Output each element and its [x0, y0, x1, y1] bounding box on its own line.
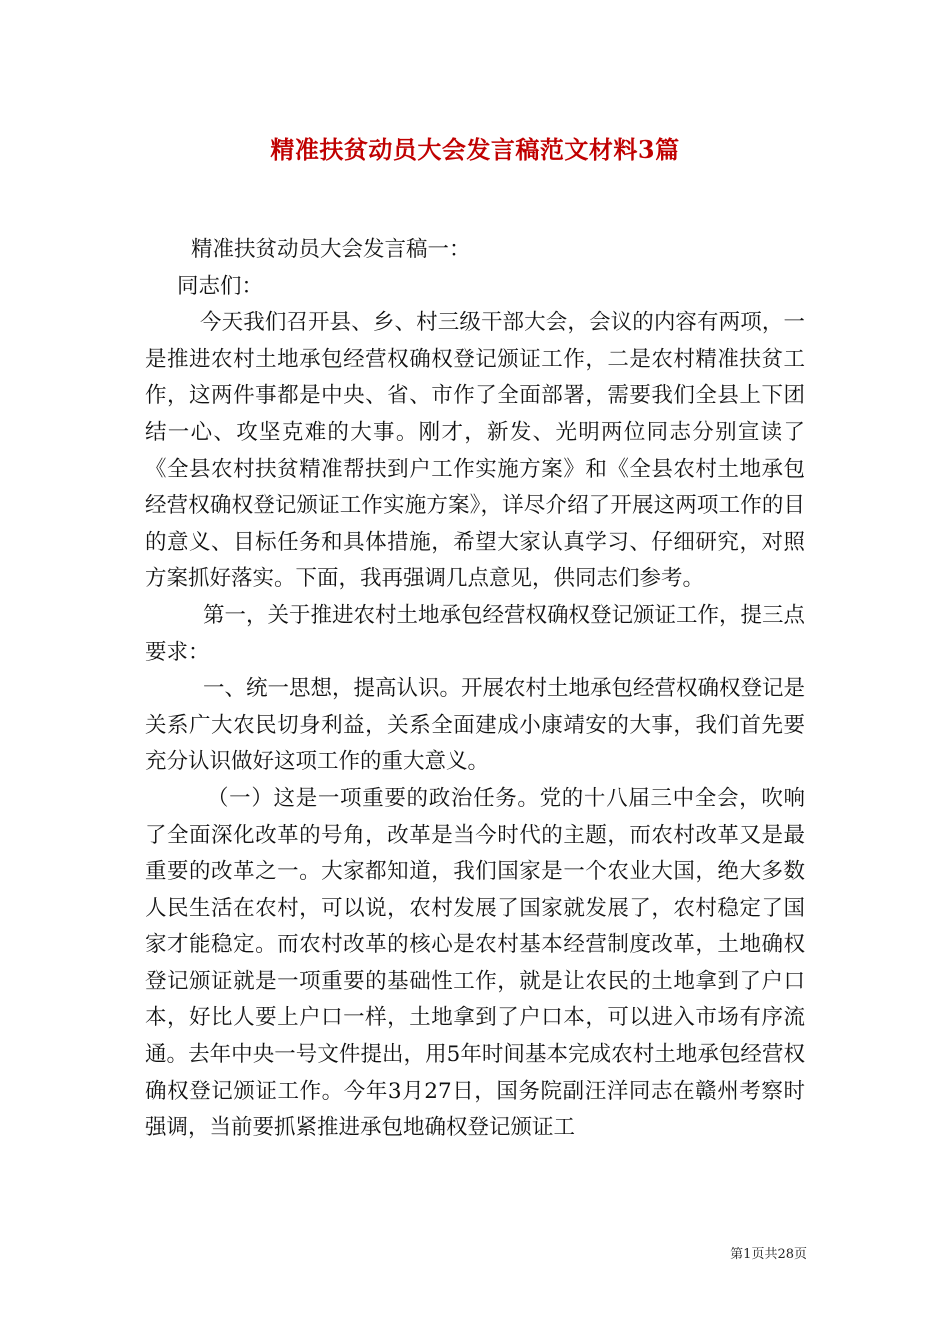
paragraph-political-task: （一）这是一项重要的政治任务。党的十八届三中全会，吹响了全面深化改革的号角，改革是当今时代的主题，而农村改革又是最重要的改革之一。大家都知道，我们国家是一个农业大国，绝大多数人民生活在农村，可以说，农村发展了国家就发展了，农村稳定了国家才能稳定。而农村改革的核心是农村基本经营制度改革，土地确权登记颁证就是一项重要的基础性工作，就是让农民的土地拿到了户口本，好比人要上户口一样，土地拿到了户口本，可以进入市场有序流通。去年中央一号文件提出，用5年时间基本完成农村土地承包经营权确权登记颁证工作。今年3月27日，国务院副汪洋同志在赣州考察时强调，当前要抓紧推进承包地确权登记颁证工 — [145, 785, 805, 1141]
section-heading: 精准扶贫动员大会发言稿一： — [191, 237, 471, 262]
paragraph-intro: 今天我们召开县、乡、村三级干部大会，会议的内容有两项，一是推进农村土地承包经营权确权登记颁证工作，二是农村精准扶贫工作，这两件事都是中央、省、市作了全面部署，需要我们全县上下团结一心、攻坚克难的大事。刚才，新发、光明两位同志分别宣读了《全县农村扶贫精准帮扶到户工作实施方案》和《全县农村土地承包经营权确权登记颁证工作实施方案》，详尽介绍了开展这两项工作的目的意义、目标任务和具体措施，希望大家认真学习、仔细研究，对照方案抓好落实。下面，我再强调几点意见，供同志们参考。 — [145, 310, 805, 592]
document-title: 精准扶贫动员大会发言稿范文材料3篇 — [270, 135, 680, 164]
paragraph-first-point: 第一，关于推进农村土地承包经营权确权登记颁证工作，提三点要求： — [145, 602, 806, 665]
document-body — [145, 232, 805, 1147]
page-number-footer: 第1页共28页 — [730, 1247, 807, 1262]
salutation: 同志们： — [177, 273, 264, 299]
paragraph-unify-thinking: 一、统一思想，提高认识。开展农村土地承包经营权确权登记是关系广大农民切身利益，关系全面建成小康靖安的大事，我们首先要充分认识做好这项工作的重大意义。 — [145, 676, 806, 775]
